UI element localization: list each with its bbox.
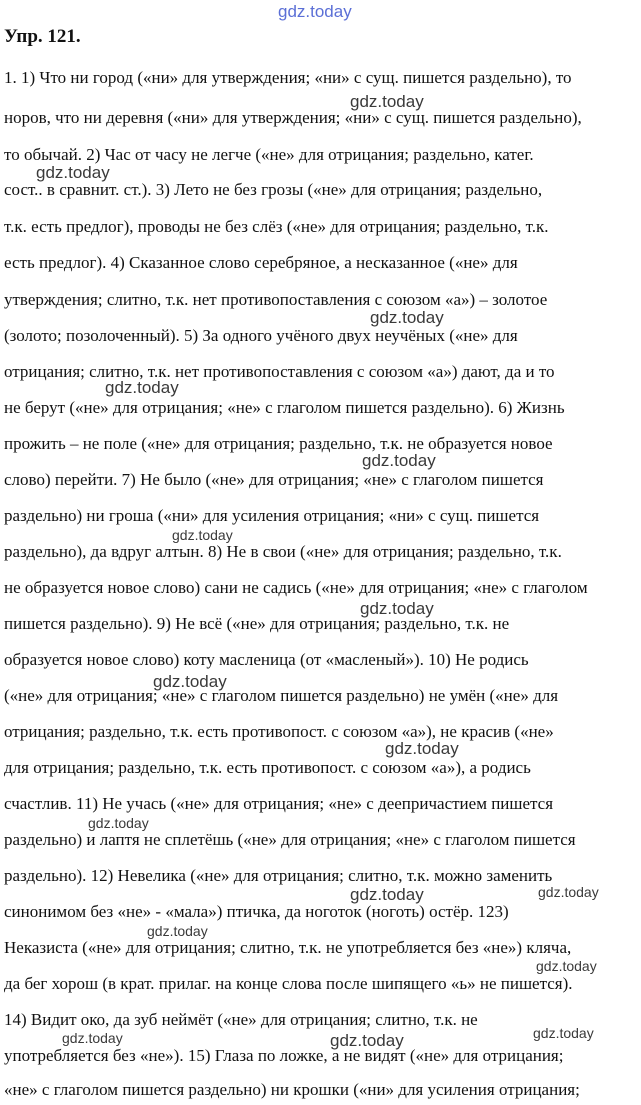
watermark: gdz.today [350,92,424,111]
text-line: слово) перейти. 7) Не было («не» для отрицания; «не» с глаголом пишется [4,470,544,489]
watermark: gdz.today [153,672,227,691]
text-line: (золото; позолоченный). 5) За одного учёного двух неучёных («не» для [4,326,518,345]
text-line: прожить – не поле («не» для отрицания; раздельно, т.к. не образуется новое [4,434,553,453]
watermark: gdz.today [147,923,208,939]
watermark: gdz.today [36,163,110,182]
watermark: gdz.today [536,958,597,974]
watermark: gdz.today [362,451,436,470]
watermark: gdz.today [172,527,233,543]
text-line: не берут («не» для отрицания; «не» с глаголом пишется раздельно). 6) Жизнь [4,398,565,417]
watermark: gdz.today [88,815,149,831]
text-line: то обычай. 2) Час от часу не легче («не» для отрицания; раздельно, катег. [4,145,534,164]
text-line: норов, что ни деревня («ни» для утверждения; «ни» с сущ. пишется раздельно), [4,108,582,127]
watermark: gdz.today [360,599,434,618]
text-line: отрицания; слитно, т.к. нет противопоставления с союзом «а») дают, да и то [4,362,555,381]
watermark: gdz.today [105,378,179,397]
text-line: сост.. в сравнит. ст.). 3) Лето не без грозы («не» для отрицания; раздельно, [4,180,543,199]
text-line: раздельно) и лаптя не сплетёшь («не» для отрицания; «не» с глаголом пишется [4,830,576,849]
text-line: образуется новое слово) коту масленица (от «масленый»). 10) Не родись [4,650,529,669]
text-line: отрицания; раздельно, т.к. есть противопост. с союзом «а»), не красив («не» [4,722,554,741]
exercise-heading: Упр. 121. [4,26,81,47]
text-line: да бег хорош (в крат. прилаг. на конце слова после шипящего «ь» не пишется). [4,974,573,993]
watermark: gdz.today [62,1030,123,1046]
text-line: пишется раздельно). 9) Не всё («не» для отрицания; раздельно, т.к. не [4,614,510,633]
watermark: gdz.today [370,308,444,327]
text-line: не образуется новое слово) сани не садись («не» для отрицания; «не» с глаголом [4,578,588,597]
text-line: 14) Видит око, да зуб неймёт («не» для отрицания; слитно, т.к. не [4,1010,478,1029]
text-line: есть предлог). 4) Сказанное слово серебряное, а несказанное («не» для [4,253,518,272]
text-line: («не» для отрицания; «не» с глаголом пишется раздельно) не умён («не» для [4,686,559,705]
text-line: раздельно), да вдруг алтын. 8) Не в свои («не» для отрицания; раздельно, т.к. [4,542,562,561]
text-line: употребляется без «не»). 15) Глаза по ложке, а не видят («не» для отрицания; [4,1046,564,1065]
text-line: т.к. есть предлог), проводы не без слёз («не» для отрицания; раздельно, т.к. [4,217,549,236]
text-line: Неказиста («не» для отрицания; слитно, т.к. не употребляется без «не») кляча, [4,938,572,957]
text-line: раздельно) ни гроша («ни» для усиления отрицания; «ни» с сущ. пишется [4,506,540,525]
watermark: gdz.today [330,1031,404,1050]
text-line: счастлив. 11) Не учась («не» для отрицания; «не» с деепричастием пишется [4,794,554,813]
watermark: gdz.today [385,739,459,758]
text-line: синонимом без «не» - «мала») птичка, да ноготок (ноготь) остёр. 123) [4,902,509,921]
text-line: 1. 1) Что ни город («ни» для утверждения; «ни» с сущ. пишется раздельно), то [4,68,572,87]
watermark: gdz.today [533,1025,594,1041]
text-line: для отрицания; раздельно, т.к. есть противопост. с союзом «а»), а родись [4,758,531,777]
text-line: раздельно). 12) Невелика («не» для отрицания; слитно, т.к. можно заменить [4,866,553,885]
text-line: «не» с глаголом пишется раздельно) ни крошки («ни» для усиления отрицания; [4,1080,580,1099]
text-line: утверждения; слитно, т.к. нет противопоставления с союзом «а») – золотое [4,290,548,309]
watermark: gdz.today [350,885,424,904]
watermark: gdz.today [538,884,599,900]
watermark: gdz.today [278,2,352,21]
